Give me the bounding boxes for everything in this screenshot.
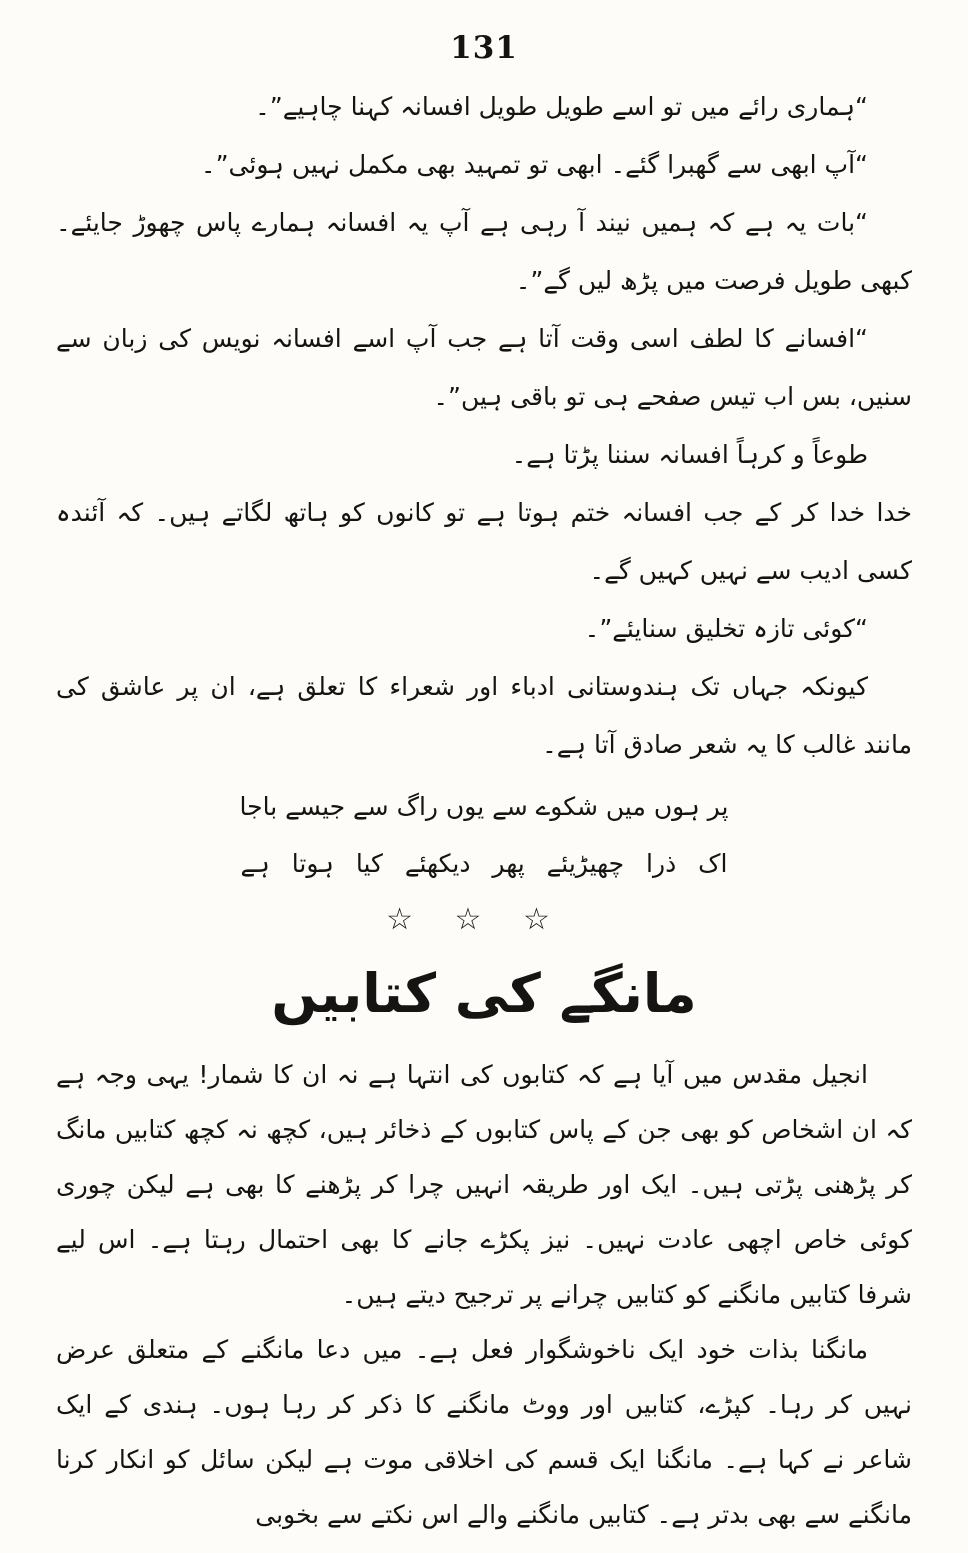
ghalib-couplet — [56, 778, 912, 892]
body-paragraph-2: مانگنا بذات خود ایک ناخوشگوار فعل ہے۔ میں دعا مانگنے کے متعلق عرض نہیں کر رہا۔ کپڑے، کتابیں اور ووٹ مانگنے کا ذکر کر رہا ہوں۔ ہندی کے ایک شاعر نے کہا ہے۔ مانگنا ایک قسم کی اخلاقی موت ہے لیکن سائل کو انکار کرنا مانگنے سے بھی بدتر ہے۔ کتابیں مانگنے والے اس نکتے سے بخوبی — [56, 1334, 912, 1529]
body-paragraph-1: انجیل مقدس میں آیا ہے کہ کتابوں کی انتہا ہے نہ ان کا شمار! یہی وجہ ہے کہ ان اشخاص کو بھی جن کے پاس کتابوں کے ذخائر ہیں، کچھ نہ کچھ کتابیں مانگ کر پڑھنی پڑتی ہیں۔ ایک اور طریقہ انہیں چرا کر پڑھنے کا بھی ہے لیکن چوری کوئی خاص اچھی عادت نہیں۔ نیز پکڑے جانے کا بھی احتمال رہتا ہے۔ اس لیے شرفا کتابیں مانگنے کو کتابیں چرانے پر ترجیح دیتے ہیں۔ — [56, 1059, 912, 1309]
couplet-line-2: اک ذرا چھیڑیئے پھر دیکھئے کیا ہوتا ہے — [240, 849, 728, 878]
dialogue-line-5: “کوئی تازہ تخلیق سنایئے”۔ — [584, 614, 868, 643]
dialogue-line-2: “آپ ابھی سے گھبرا گئے۔ ابھی تو تمہید بھی مکمل نہیں ہوئی”۔ — [200, 150, 868, 179]
narration-line-2: خدا خدا کر کے جب افسانہ ختم ہوتا ہے تو کانوں کو ہاتھ لگاتے ہیں۔ کہ آئندہ کسی ادیب سے نہیں کہیں گے۔ — [56, 498, 912, 585]
couplet-line-1: پر ہوں میں شکوے سے یوں راگ سے جیسے باجا — [239, 792, 729, 821]
dialogue-line-4: “افسانے کا لطف اسی وقت آتا ہے جب آپ اسے افسانہ نویس کی زبان سے سنیں، بس اب تیس صفحے ہی تو باقی ہیں”۔ — [56, 324, 912, 411]
page-content — [56, 78, 912, 1542]
narration-line-1: طوعاً و کرہاً افسانہ سننا پڑتا ہے۔ — [511, 440, 868, 469]
dialogue-line-1: “ہماری رائے میں تو اسے طویل طویل افسانہ کہنا چاہیے”۔ — [255, 92, 868, 121]
narration-line-3: کیونکہ جہاں تک ہندوستانی ادباء اور شعراء کا تعلق ہے، ان پر عاشق کی مانند غالب کا یہ شعر صادق آتا ہے۔ — [56, 672, 912, 759]
section-heading: مانگے کی کتابیں — [271, 962, 697, 1025]
page-number: 131 — [450, 30, 518, 66]
dialogue-line-3: “بات یہ ہے کہ ہمیں نیند آ رہی ہے آپ یہ افسانہ ہمارے پاس چھوڑ جایئے۔ کبھی طویل فرصت میں پڑھ لیں گے”۔ — [56, 208, 912, 295]
stars-divider-icon: ☆ ☆ ☆ — [386, 902, 566, 937]
